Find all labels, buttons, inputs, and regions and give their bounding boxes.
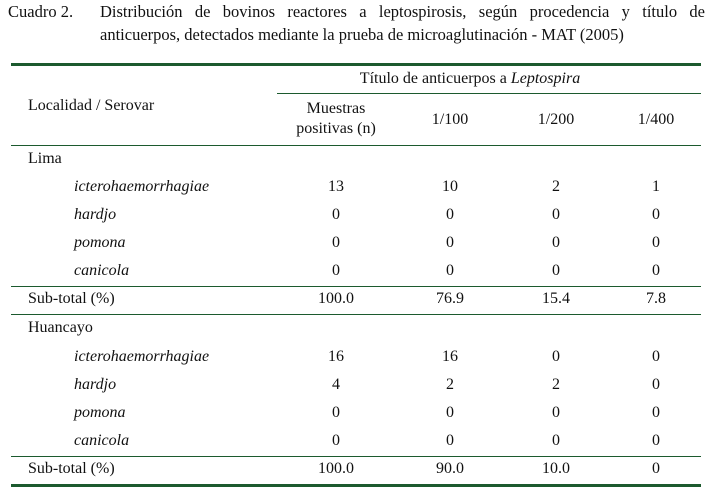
cell-muestras: 0 bbox=[332, 404, 340, 421]
table-top-rule bbox=[11, 63, 701, 66]
subtotal-bottom-rule bbox=[11, 314, 701, 315]
serovar-label: icterohaemorrhagiae bbox=[74, 348, 210, 365]
titer-header-1-200: 1/200 bbox=[537, 111, 575, 128]
location-lima: Lima bbox=[28, 150, 62, 167]
subtotal-label: Sub-total (%) bbox=[28, 460, 115, 477]
cell-1-200: 0 bbox=[552, 206, 560, 223]
caption-line-1: Distribución de bovinos reactores a leptospirosis, según procedencia y título de bbox=[100, 2, 705, 21]
titer-group-genus: Leptospira bbox=[510, 70, 581, 87]
cell-1-200: 2 bbox=[552, 376, 560, 393]
subtotal-1-100: 76.9 bbox=[436, 290, 464, 307]
row-label-header: Localidad / Serovar bbox=[28, 97, 155, 114]
cell-1-400: 0 bbox=[652, 376, 660, 393]
serovar-label: canicola bbox=[74, 432, 130, 449]
subtotal-label: Sub-total (%) bbox=[28, 290, 115, 307]
cell-1-100: 0 bbox=[446, 234, 454, 251]
cell-1-200: 0 bbox=[552, 404, 560, 421]
titer-group-prefix: Título de anticuerpos a bbox=[359, 70, 511, 87]
cell-1-100: 0 bbox=[446, 404, 454, 421]
cell-1-100: 2 bbox=[446, 376, 454, 393]
subtotal-muestras: 100.0 bbox=[318, 460, 354, 477]
subtotal-1-200: 15.4 bbox=[542, 290, 570, 307]
subtotal-top-rule bbox=[11, 286, 701, 287]
serovar-label: hardjo bbox=[74, 376, 117, 393]
caption-text bbox=[100, 0, 705, 46]
cell-1-400: 0 bbox=[652, 432, 660, 449]
titer-group-header bbox=[360, 70, 580, 88]
cell-muestras: 4 bbox=[332, 376, 340, 393]
titer-header-1-100: 1/100 bbox=[431, 111, 469, 128]
muestras-header bbox=[296, 99, 376, 139]
cell-muestras: 0 bbox=[332, 262, 340, 279]
cell-muestras: 0 bbox=[332, 206, 340, 223]
cell-1-100: 0 bbox=[446, 262, 454, 279]
serovar-label: icterohaemorrhagiae bbox=[74, 178, 210, 195]
caption-label: Cuadro 2. bbox=[8, 2, 74, 21]
serovar-label: hardjo bbox=[74, 206, 117, 223]
titer-header-1-400: 1/400 bbox=[637, 111, 675, 128]
cell-1-400: 0 bbox=[652, 206, 660, 223]
subtotal-1-400: 7.8 bbox=[646, 290, 666, 307]
subtotal-top-rule bbox=[11, 456, 701, 457]
cell-1-100: 0 bbox=[446, 206, 454, 223]
serovar-label: canicola bbox=[74, 262, 130, 279]
cell-1-400: 0 bbox=[652, 404, 660, 421]
cell-1-200: 0 bbox=[552, 432, 560, 449]
muestras-header-line-2: positivas (n) bbox=[296, 120, 376, 137]
header-bottom-rule bbox=[11, 145, 701, 146]
cell-1-200: 0 bbox=[552, 234, 560, 251]
serovar-label: pomona bbox=[74, 404, 126, 421]
table-bottom-rule bbox=[11, 484, 701, 487]
subtotal-1-400: 0 bbox=[652, 460, 660, 477]
subtotal-1-100: 90.0 bbox=[436, 460, 464, 477]
cell-1-200: 2 bbox=[552, 178, 560, 195]
cell-1-400: 0 bbox=[652, 262, 660, 279]
header-sub-rule bbox=[277, 93, 701, 94]
cell-1-400: 1 bbox=[652, 178, 660, 195]
cell-1-100: 10 bbox=[442, 178, 458, 195]
cell-1-200: 0 bbox=[552, 348, 560, 365]
serovar-label: pomona bbox=[74, 234, 126, 251]
muestras-header-line-1: Muestras bbox=[306, 100, 366, 117]
location-huancayo: Huancayo bbox=[28, 319, 93, 336]
cell-1-400: 0 bbox=[652, 234, 660, 251]
cell-1-400: 0 bbox=[652, 348, 660, 365]
cell-muestras: 13 bbox=[328, 178, 344, 195]
cell-muestras: 0 bbox=[332, 432, 340, 449]
cell-muestras: 0 bbox=[332, 234, 340, 251]
cell-1-100: 0 bbox=[446, 432, 454, 449]
cell-1-200: 0 bbox=[552, 262, 560, 279]
cell-muestras: 16 bbox=[328, 348, 344, 365]
subtotal-1-200: 10.0 bbox=[542, 460, 570, 477]
subtotal-muestras: 100.0 bbox=[318, 290, 354, 307]
cell-1-100: 16 bbox=[442, 348, 458, 365]
caption-line-2: anticuerpos, detectados mediante la prueba de microaglutinación - MAT (2005) bbox=[100, 25, 624, 44]
